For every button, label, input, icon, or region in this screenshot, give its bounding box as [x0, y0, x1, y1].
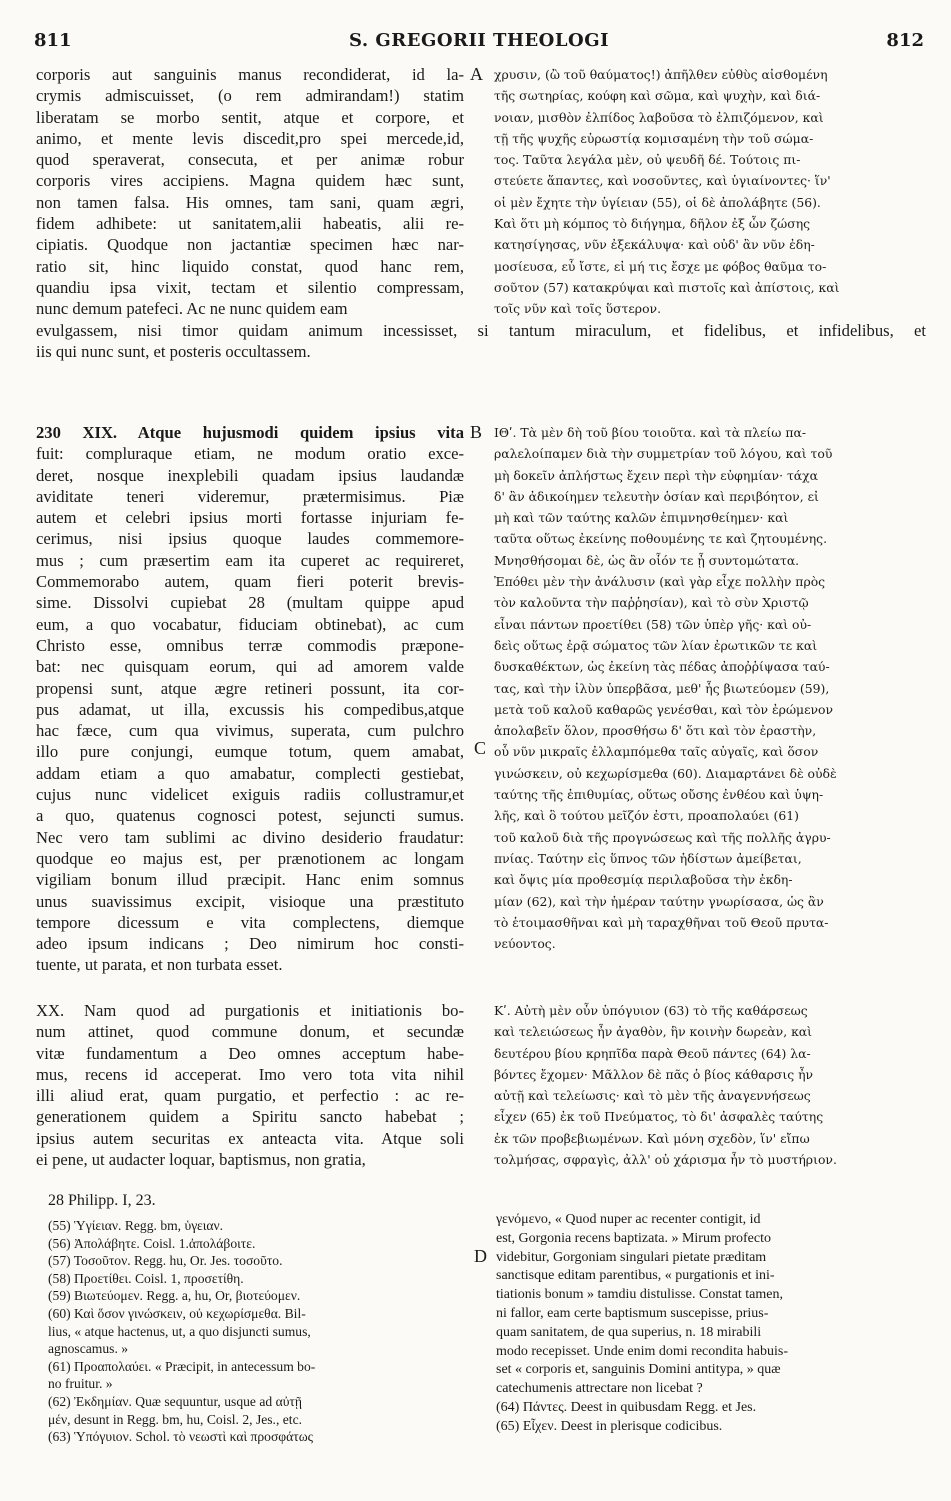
- greek-line: τοῦ καλοῦ διὰ τῆς προγνώσεως καὶ τῆς πολλῆς ἀγρυ-: [494, 829, 831, 845]
- latin-line: tuente, ut parata, et non turbata esset.: [36, 955, 283, 975]
- greek-line: τὸ ἑτοιμασθῆναι καὶ μὴ ταραχθῆναι τοῦ Θεοῦ πρυτα-: [494, 914, 829, 930]
- greek-line: γινώσκειν, οὐ κεχωρίσμεθα (60). Διαμαρτάνει δὲ οὐδὲ: [494, 765, 837, 781]
- greek-line: οὗ νῦν μικραῖς ἐλλαμπόμεθα ταῖς αὐγαῖς, καὶ ὅσον: [494, 744, 819, 760]
- running-header: [34, 30, 924, 56]
- latin-line: 230 XIX. Atque hujusmodi quidem ipsius vita: [36, 423, 464, 442]
- footnote-line: (61) Προαπολαύει. « Præcipit, in antecessum bo-: [48, 1358, 316, 1374]
- footnote-line: (63) Ὑπόγυιον. Schol. τὸ νεωστὶ καὶ προσφάτως: [48, 1429, 314, 1445]
- footnote-line: (62) Ἐκδημίαν. Quæ sequuntur, usque ad αὐτῇ: [48, 1393, 302, 1409]
- greek-line: Ἐπόθει μὲν τὴν ἀνάλυσιν (καὶ γὰρ εἶχε πολλὴν πρὸς: [494, 574, 826, 590]
- footnote-line: μέν, desunt in Regg. bm, hu, Coisl. 2, Jes., etc.: [48, 1411, 303, 1427]
- footnotes-left: [48, 1217, 468, 1446]
- latin-line: mus ; cum præsertim eam ita cuperet ac requireret,: [36, 550, 464, 570]
- latin-line: nunc demum patefeci. Ac ne nunc quidem eam: [36, 299, 348, 319]
- footnote-line: (64) Πάντες. Deest in quibusdam Regg. et Jes.: [496, 1399, 757, 1415]
- greek-line: νοιαν, μισθὸν ἐλπίδος λαβοῦσα τὸ ἐλπιζόμενον, καὶ: [494, 109, 824, 125]
- latin-line: pus adamat, ut illa, excussis his compedibus,atque: [36, 699, 464, 719]
- footnote-line: (60) Καὶ ὅσον γινώσκειν, οὐ κεχωρίσμεθα. Bil-: [48, 1305, 306, 1321]
- greek-line: νεύοντος.: [494, 936, 556, 952]
- latin-line: quodque eo majus est, per prænotionem ac longam: [36, 848, 464, 868]
- latin-line: animo, et mente levis discedit,pro spei mercede,id,: [36, 128, 464, 148]
- latin-line: hac fæce, cum qua vivimus, superata, cum pulchro: [36, 721, 464, 741]
- greek-line: πνίας. Ταύτην εἰς ὕπνος τῶν ἡδίστων ἀμείβεται,: [494, 850, 802, 866]
- footnote-line: modo recepisset. Unde enim domi recondita habuis-: [496, 1343, 788, 1359]
- greek-line: Κʹ. Αὐτὴ μὲν οὖν ὑπόγυιον (63) τὸ τῆς καθάρσεως: [494, 1003, 808, 1018]
- greek-line: οἱ μὲν ἔχητε τὴν ὑγίειαν (55), οἱ δὲ ἀπολάβητε (56).: [494, 194, 821, 210]
- latin-column-section-1: [36, 64, 464, 320]
- footnote-line: (58) Προετίθει. Coisl. 1, προσετίθη.: [48, 1270, 244, 1286]
- greek-line: ραλελοίπαμεν διὰ τὴν συμμετρίαν τοῦ λόγου, καὶ τοῦ: [494, 446, 833, 462]
- latin-line: corporis vires accipiens. Magna quidem hæc sunt,: [36, 171, 464, 191]
- latin-line: vigiliam bonum illud præcipit. Hanc enim somnus: [36, 870, 464, 890]
- greek-line: τολμήσας, σφραγὶς, ἀλλ' οὐ χάρισμα ἦν τὸ μυστήριον.: [494, 1152, 837, 1168]
- footnote-line: set « corporis et, sanguinis Domini antitypa, » quæ: [496, 1362, 781, 1378]
- latin-column-section-3: [36, 1000, 464, 1170]
- footnote-line: agnoscamus. »: [48, 1341, 129, 1357]
- greek-line: ΙΘʹ. Τὰ μὲν δὴ τοῦ βίου τοιοῦτα. καὶ τὰ πλείω πα-: [494, 425, 807, 440]
- latin-line: addam etiam a quo amabatur, complecti gestiebat,: [36, 763, 464, 783]
- latin-line: Christo esse, omnibus terræ commodis præpone-: [36, 635, 464, 655]
- latin-line: num attinet, quod commune donum, et secundæ: [36, 1022, 464, 1042]
- greek-line: μὴ δοκεῖν ἀπλήστως ἔχειν περὶ τὴν εὐφημίαν· τάχα: [494, 467, 819, 483]
- greek-column-section-3: [494, 1000, 924, 1170]
- latin-line: Commemorabo autem, quam fieri poterit brevis-: [36, 572, 464, 592]
- greek-line: στεύετε ἅπαντες, καὶ νοσοῦντες, καὶ ὑγιαίνοντες· ἵν': [494, 173, 831, 189]
- latin-line: propensi sunt, atque ægre retineri possunt, ita cor-: [36, 678, 464, 698]
- greek-line: μετὰ τοῦ καλοῦ καθαρῶς γενέσθαι, καὶ τὸν ἐρώμενον: [494, 701, 834, 717]
- greek-line: αὐτῇ καὶ τελείωσις· καὶ τὸ μὲν τῆς ἀναγεννήσεως: [494, 1088, 811, 1104]
- greek-line: εἶναι πάντων προετίθει (58) τῶν ὑπὲρ γῆς· καὶ οὐ-: [494, 616, 812, 632]
- footnote-line: (57) Τοσοῦτον. Regg. hu, Or. Jes. τοσοῦτο.: [48, 1253, 283, 1269]
- greek-line: βόντες ἔχομεν· Μᾶλλον δὲ πᾶς ὁ βίος κάθαρσις ἦν: [494, 1066, 814, 1082]
- greek-line: δεὶς οὕτως ἐρᾷ σώματος τῶν λίαν ἐρωτικῶν τε καὶ: [494, 637, 818, 653]
- footnotes-right: [496, 1211, 924, 1437]
- latin-line: illi aliud erat, quam purgatio, et perfectio : ac re-: [36, 1086, 464, 1106]
- latin-line: autem et celebri ipsius morti fortasse injuriam fe-: [36, 508, 464, 528]
- greek-line: τας, καὶ τὴν ἰλὺν ὑπερβᾶσα, μεθ' ἧς βιωτεύομεν (59),: [494, 680, 830, 696]
- greek-line: σοῦτον (57) κατακρύψαι καὶ πιστοῖς καὶ ἀπίστοις, καὶ: [494, 279, 840, 295]
- latin-line: a quo, quatenus cognosci potest, sejuncti sumus.: [36, 806, 464, 826]
- greek-line: μὴ καὶ τῶν ταύτης καλῶν ἐπιμνησθείημεν· καὶ: [494, 510, 789, 526]
- latin-line: ipsius autem securitas ex anteacta vita. Atque soli: [36, 1128, 464, 1148]
- latin-line: quod speraverat, consecuta, et per animæ robur: [36, 150, 464, 170]
- greek-line: ἀπολαβεῖν ὅλον, προσθήσω δ' ὅτι καὶ τὸν ἐραστὴν,: [494, 723, 817, 739]
- latin-line: mus, recens id acceperat. Imo vero tota vita nihil: [36, 1064, 464, 1084]
- greek-line: ἐκ τῶν προβεβιωμένων. Καὶ μόνη σχεδὸν, ἵν' εἴπω: [494, 1130, 810, 1146]
- footnote-line: (56) Ἀπολάβητε. Coisl. 1.ἀπολάβοιτε.: [48, 1235, 256, 1251]
- latin-line: fidem adhibete: ut sanitatem,alii habeatis, alii re-: [36, 214, 464, 234]
- greek-line: τοῖς νῦν καὶ τοῖς ὕστερον.: [494, 301, 662, 317]
- greek-line: τὸν καλοῦντα τὴν παῤῥησίαν), καὶ τὸ σὺν Χριστῷ: [494, 595, 809, 611]
- greek-line: δυσκαθέκτων, ὡς ἐκείνη τὰς πέδας ἀποῤῥίψασα ταύ-: [494, 659, 830, 675]
- greek-line: τῆς σωτηρίας, κούφη καὶ σῶμα, καὶ ψυχὴν, καὶ διά-: [494, 88, 821, 104]
- greek-line: τος. Ταῦτα λεγάλα μὲν, οὐ ψευδῆ δέ. Τούτοις πι-: [494, 152, 801, 168]
- running-title: S. GREGORII THEOLOGI: [349, 30, 609, 51]
- latin-line: Nec vero tam sublimi ac divino desiderio fraudatur:: [36, 827, 464, 847]
- greek-line: κατησίγησας, νῦν ἐξεκάλυψα· καὶ οὐδ' ἂν νῦν ἐδη-: [494, 237, 815, 253]
- scripture-footnote: 28 Philipp. I, 23.: [48, 1192, 156, 1209]
- latin-line: cujus nunc videlicet exiguis radiis collustramur,et: [36, 785, 464, 805]
- latin-line: non tamen falsa. His omnes, tam sani, quam ægri,: [36, 192, 464, 212]
- footnote-line: (59) Βιωτεύομεν. Regg. a, hu, Or, βιοτεύομεν.: [48, 1288, 301, 1304]
- latin-line: ei pene, ut audacter loquar, baptismus, non gratia,: [36, 1150, 366, 1170]
- latin-line: deret, nosque inexplebili quadam ipsius laudandæ: [36, 465, 464, 485]
- greek-line: δευτέρου βίου κρηπῖδα παρὰ Θεοῦ πάντες (64) λα-: [494, 1045, 811, 1061]
- greek-line: ταύτης τῆς ἐπιθυμίας, οὕτως οὔσης ἐνθέου καὶ ὑψη-: [494, 787, 824, 803]
- greek-line: δ' ἂν ἀδικοίημεν τελευτὴν ὁσίαν καὶ περιβόητον, εἰ: [494, 488, 819, 504]
- greek-line: λῆς, καὶ ὃ τούτου μεῖζόν ἐστι, προαπολαύει (61): [494, 808, 799, 824]
- latin-line: cipiatis. Quodque non jactantiæ specimen hæc nar-: [36, 235, 464, 255]
- footnote-line: lius, « atque hactenus, ut, a quo disjuncti sumus,: [48, 1323, 311, 1339]
- footnote-line: est, Gorgonia recens baptizata. » Mirum profecto: [496, 1230, 771, 1246]
- footnote-line: (65) Εἶχεν. Deest in plerisque codicibus.: [496, 1418, 723, 1434]
- greek-line: μίαν (62), καὶ τὴν ἡμέραν ταύτην γνωρίσασα, ὡς ἂν: [494, 893, 824, 909]
- footnote-line: quam sanitatem, de qua superius, n. 18 mirabili: [496, 1324, 762, 1340]
- footnote-line: (55) Ὑγίειαν. Regg. bm, ὑγειαν.: [48, 1218, 224, 1233]
- latin-line: fuit: compluraque etiam, ne modum oratio exce-: [36, 444, 464, 464]
- greek-column-section-2: [494, 422, 924, 954]
- latin-column-section-2: [36, 422, 464, 976]
- greek-line: Καὶ ὅτι μὴ κόμπος τὸ διήγημα, δῆλον ἐξ ὧν ζώσης: [494, 216, 811, 232]
- margin-letter-d: D: [474, 1246, 487, 1266]
- greek-column-section-1: [494, 64, 924, 320]
- latin-line: crymis admiscuisset, (o rem admirandam!) statim: [36, 86, 464, 106]
- greek-line: Μνησθήσομαι δὲ, ὡς ἂν οἷόν τε ᾖ συντομώτατα.: [494, 552, 800, 568]
- greek-line: ταῦτα οὕτως ἐκείνης ποθουμένης τε καὶ ζητουμένης.: [494, 531, 828, 547]
- page-number-left: 811: [34, 30, 72, 51]
- latin-line: generationem quidem a Spiritu sancto habebat ;: [36, 1107, 464, 1127]
- latin-line: sime. Dissolvi cupiebat 28 (multam quippe apud: [36, 593, 464, 613]
- latin-line: ratio sit, hinc liquido constat, quod hanc rem,: [36, 256, 464, 276]
- footnote-line: tiationis bonum » tamdiu distulisse. Constat tamen,: [496, 1287, 783, 1303]
- greek-line: τῇ τῆς ψυχῆς εὐρωστίᾳ κομισαμένη τὴν τοῦ σώμα-: [494, 130, 814, 146]
- greek-line: καὶ ὄψις μία προθεσμίᾳ περιλαβοῦσα τὴν ἐκδη-: [494, 872, 793, 888]
- latin-line: vitæ fundamentum a Deo omnes acceptum habe-: [36, 1043, 464, 1063]
- margin-letter-b: B: [470, 422, 483, 442]
- latin-line: tempore dicessum e vita complectens, diemque: [36, 912, 464, 932]
- latin-line: XX. Nam quod ad purgationis et initiationis bo-: [36, 1001, 464, 1020]
- greek-line: μοσίευσα, εὖ ἴστε, εἰ μή τις ἔσχε με φόβος θαῦμα το-: [494, 258, 827, 274]
- latin-full-width-line: iis qui nunc sunt, et posteris occultassem.: [36, 342, 311, 361]
- footnote-line: sanctisque editam parentibus, « purgationis et ini-: [496, 1268, 775, 1284]
- footnote-line: ni fallor, eam certe baptismum suscepisse, prius-: [496, 1305, 769, 1321]
- latin-line: adeo ipsum indicans ; Deo nimirum hoc consti-: [36, 934, 464, 954]
- greek-line: καὶ τελειώσεως ἦν ἀγαθὸν, ἣν κοινὴν δωρεὰν, καὶ: [494, 1024, 813, 1040]
- latin-line: eum, a quo vocabatur, fiduciam obtinebat), ac cum: [36, 614, 464, 634]
- footnote-line: catechumenis attrectare non licebat ?: [496, 1381, 703, 1397]
- latin-line: aviditate teneri videremur, prætermisimus. Piæ: [36, 486, 464, 506]
- page-number-right: 812: [886, 30, 924, 51]
- margin-letter-c: C: [474, 738, 487, 758]
- footnote-line: no fruitur. »: [48, 1376, 113, 1392]
- latin-line: illo pure conjungi, eumque totum, quem amabat,: [36, 742, 464, 762]
- greek-line: εἶχεν (65) ἐκ τοῦ Πνεύματος, τὸ δι' ἀσφαλὲς ταύτης: [494, 1109, 824, 1125]
- footnote-line: videbitur, Gorgoniam singulari pietate præditam: [496, 1249, 767, 1265]
- latin-line: liberatam se morbo sentit, atque et corpore, et: [36, 107, 464, 127]
- latin-line: quandiu ipsa vixit, tectam et silentio compressam,: [36, 277, 464, 297]
- latin-line: cerimus, nisi ipsius quoque laudes commemore-: [36, 529, 464, 549]
- latin-line: bat: nec quisquam eorum, qui ad amorem valde: [36, 657, 464, 677]
- latin-full-width-line: evulgassem, nisi timor quidam animum incessisset, si tantum miraculum, et fidelibus, et infidelibus, et: [36, 321, 926, 340]
- footnote-line: γενόμενο, « Quod nuper ac recenter contigit, id: [496, 1212, 761, 1227]
- margin-letter-a: A: [470, 64, 483, 84]
- latin-line: unus suavissimus excipit, visioque una præstituto: [36, 891, 464, 911]
- latin-line: corporis aut sanguinis manus recondiderat, id la-: [36, 65, 464, 84]
- greek-line: χρυσιν, (ὢ τοῦ θαύματος!) ἀπῆλθεν εὐθὺς αἰσθομένη: [494, 67, 828, 82]
